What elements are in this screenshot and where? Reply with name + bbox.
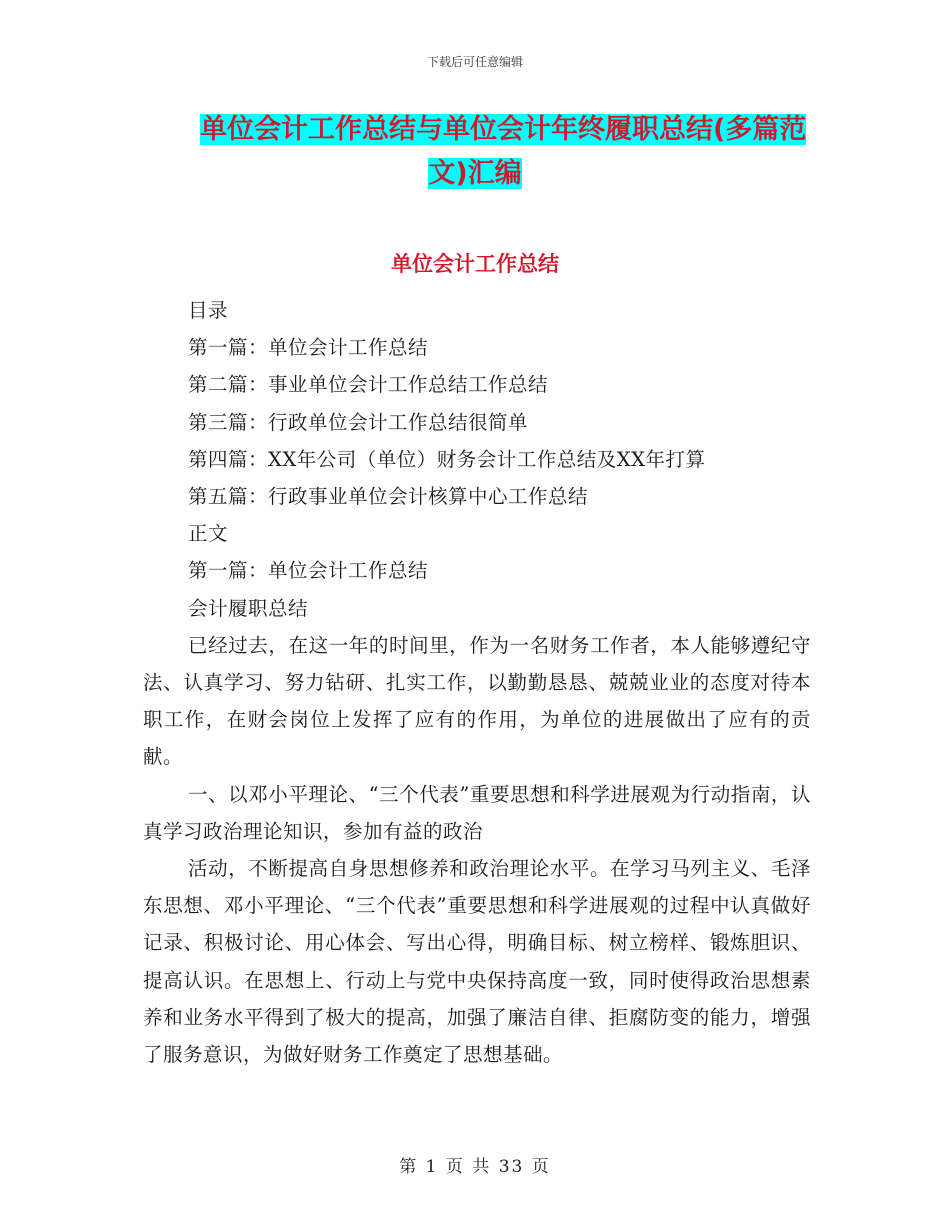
paragraph: 已经过去，在这一年的时间里，作为一名财务工作者，本人能够遵纪守法、认真学习、努力钻研、扎实工作，以勤勤恳恳、兢兢业业的态度对待本职工作，在财会岗位上发挥了应有的作用，为单位的进展做出了应有的贡献。 xyxy=(143,633,811,769)
section-label: 正文 xyxy=(188,522,229,546)
chapter-title: 第一篇：单位会计工作总结 xyxy=(188,559,429,583)
toc-item: 第四篇：XX年公司（单位）财务会计工作总结及XX年打算 xyxy=(188,447,706,471)
section-title: 单位会计工作总结 xyxy=(391,252,559,276)
toc-heading: 目录 xyxy=(188,299,229,322)
toc-item: 第二篇：事业单位会计工作总结工作总结 xyxy=(188,373,549,397)
paragraph: 活动，不断提高自身思想修养和政治理论水平。在学习马列主义、毛泽东思想、邓小平理论、“三个代表”重要思想和科学进展观的过程中认真做好记录、积极讨论、用心体会、写出心得，明确目标、树立榜样、锻炼胆识、提高认识。在思想上、行动上与党中央保持高度一致，同时使得政治思想素养和业务水平得到了极大的提高，加强了廉洁自律、拒腐防变的能力，增强了服务意识，为做好财务工作奠定了思想基础。 xyxy=(143,857,811,1067)
toc-item: 第一篇：单位会计工作总结 xyxy=(188,336,429,360)
title-line-2: 文)汇编 xyxy=(428,158,522,189)
document-title xyxy=(140,108,810,196)
toc-item: 第五篇：行政事业单位会计核算中心工作总结 xyxy=(188,485,589,509)
toc-item: 第三篇：行政单位会计工作总结很简单 xyxy=(188,410,529,434)
page-footer: 第 1 页 共 33 页 xyxy=(399,1157,551,1177)
title-line-1: 单位会计工作总结与单位会计年终履职总结(多篇范 xyxy=(200,114,807,145)
header-note: 下载后可任意编辑 xyxy=(426,55,523,69)
paragraph: 一、以邓小平理论、“三个代表”重要思想和科学进展观为行动指南，认真学习政治理论知识，参加有益的政治 xyxy=(143,782,811,843)
article-title: 会计履职总结 xyxy=(188,596,309,620)
document-body xyxy=(143,292,811,1073)
